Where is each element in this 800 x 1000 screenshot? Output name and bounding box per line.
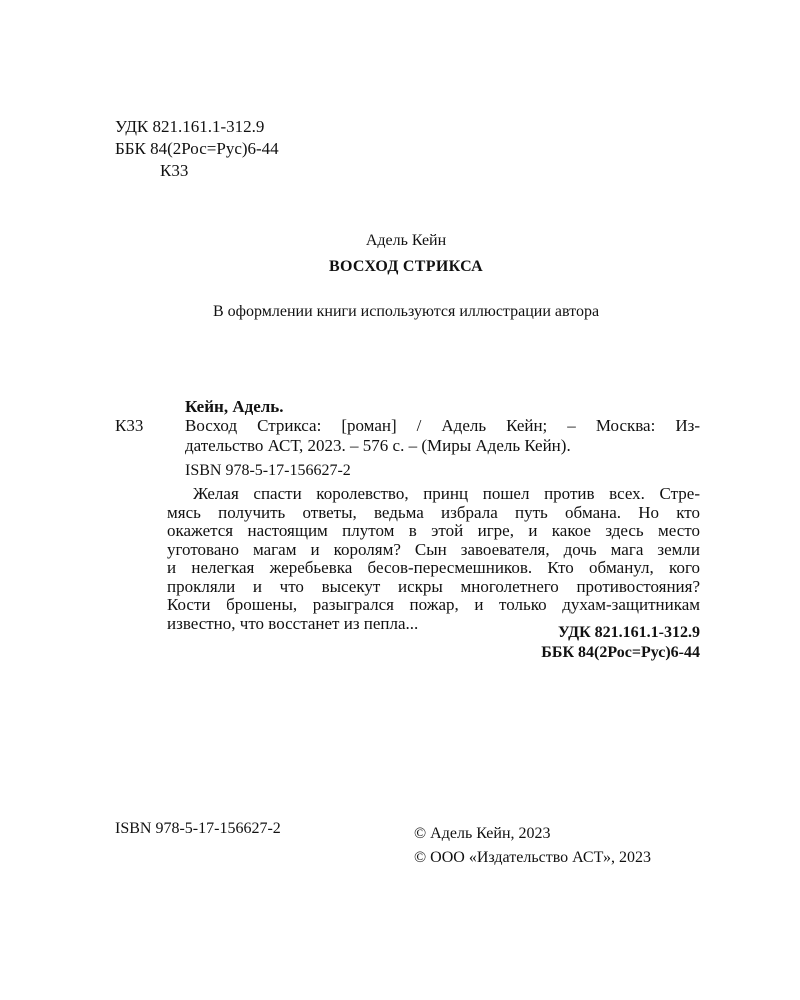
book-author: Адель Кейн bbox=[365, 232, 447, 249]
udk-code: УДК 821.161.1-312.9 bbox=[115, 117, 265, 136]
copyright-publisher: © ООО «Издательство АСТ», 2023 bbox=[414, 849, 651, 866]
author-mark: К33 bbox=[160, 161, 189, 180]
record-heading: Кейн, Адель. bbox=[185, 397, 284, 416]
annotation-line: известно, что восстанет из пепла... bbox=[167, 613, 419, 633]
record-author-mark: К33 bbox=[115, 416, 144, 435]
isbn: ISBN 978-5-17-156627-2 bbox=[115, 820, 281, 837]
description-line: Восход Стрикса: [роман] / Адель Кейн; – Москва: Из- bbox=[185, 416, 700, 435]
book-title: ВОСХОД СТРИКСА bbox=[328, 258, 483, 275]
bibliographic-description bbox=[185, 416, 700, 456]
annotation-line: уготовано магам и королям? Сын завоевателя, дочь мага земли bbox=[167, 539, 700, 559]
annotation-line: Кости брошены, разыгрался пожар, и только духам-защитникам bbox=[167, 595, 700, 614]
illustration-note: В оформлении книги используются иллюстрации автора bbox=[212, 303, 600, 320]
record-isbn: ISBN 978-5-17-156627-2 bbox=[185, 462, 351, 479]
annotation-line: и нелегкая жеребьевка бесов-пересмешников. Кто обманул, кого bbox=[167, 558, 700, 577]
annotation-line: Желая спасти королевство, принц пошел против всех. Стре- bbox=[193, 484, 700, 503]
annotation bbox=[167, 485, 700, 633]
annotation-line: окажется настоящим плутом в этой игре, и какое здесь место bbox=[167, 521, 700, 540]
annotation-line: мясь получить ответы, ведьма избрала путь обмана. Но кто bbox=[167, 502, 700, 522]
description-line: дательство АСТ, 2023. – 576 с. – (Миры Адель Кейн). bbox=[185, 436, 571, 455]
record-udk: УДК 821.161.1-312.9 bbox=[557, 624, 700, 641]
record-codes bbox=[512, 623, 700, 663]
record-bbk: ББК 84(2Рос=Рус)6-44 bbox=[541, 644, 700, 661]
bbk-code: ББК 84(2Рос=Рус)6-44 bbox=[115, 139, 279, 158]
annotation-line: прокляли и что высекут искры многолетнего противостояния? bbox=[167, 576, 700, 596]
classification-block bbox=[115, 116, 279, 182]
copyright-author: © Адель Кейн, 2023 bbox=[414, 825, 551, 842]
